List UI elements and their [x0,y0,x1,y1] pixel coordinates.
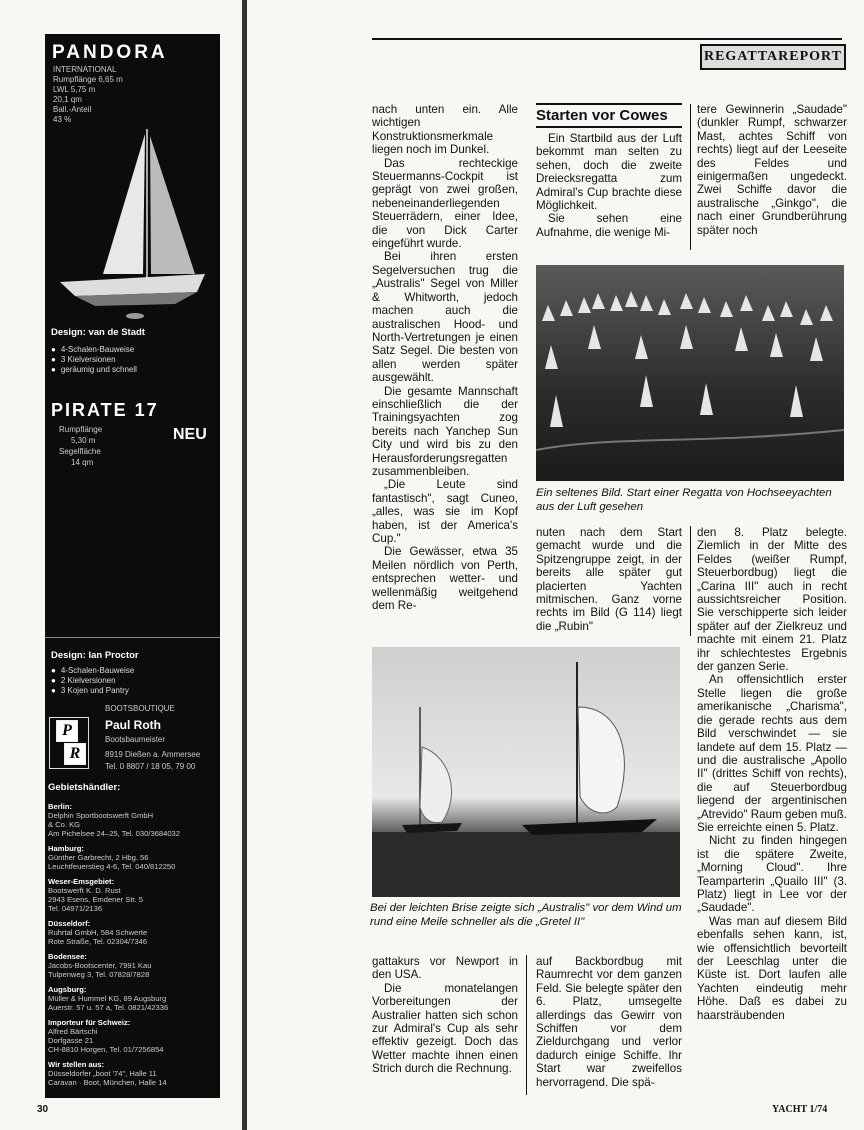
new-badge: NEU [173,426,207,443]
dealer-entry [48,985,218,1012]
paragraph: Die monatelangen Vorbereitungen der Australier hatten sich schon zur Admiral's Cup als sehr effektiv gezeigt. Doch das Wetter machte ihnen einen Strich durch die Rechnung. [372,981,518,1076]
article-column-3-long [697,526,847,1022]
dealer-line: CH-8810 Horgen, Tel. 01/7256854 [48,1045,164,1054]
sail-mark [780,301,793,317]
spec-line: 20,1 qm [53,95,82,104]
sail-mark [810,337,823,361]
paragraph: Die Gewässer, etwa 35 Meilen nördlich von Perth, entsprechen wetter- und wellenmäßig weitgehend dem Re- [372,545,518,613]
logo-letter-p: P [56,720,78,742]
article-column-2-mid [536,526,682,633]
dealers-list [48,802,218,1093]
dealer-entry [48,877,218,913]
dealer-region: Importeur für Schweiz: [48,1018,131,1027]
sail-mark [740,295,753,311]
paragraph: nach unten ein. Alle wichtigen Konstruktionsmerkmale liegen noch im Dunkel. [372,103,518,157]
boutique-phone: Tel. 0 8807 / 18 05, 79 00 [105,762,196,771]
page-number: 30 [37,1104,49,1115]
dealer-line: Alfred Bärtschi [48,1027,98,1036]
pirate-design: Design: Ian Proctor [51,650,139,661]
dealer-line: Jacobs-Bootscenter, 7991 Kau [48,961,152,970]
dealer-line: Leuchtfeuerstieg 4-6, Tel. 040/812250 [48,862,176,871]
spec-line: INTERNATIONAL [53,65,117,74]
article-column-1-top [372,103,518,612]
paragraph: nuten nach dem Start gemacht wurde und die Spitzengruppe zeigt, in der bereits alle später gut placierten Yachten mitmischen. Ganz vorne rechts im Bild (G 114) liegt die „Rubin" [536,526,682,633]
dealer-line: Günther Garbrecht, 2 Hbg. 56 [48,853,149,862]
section-logo: REGATTAREPORT [700,44,846,70]
dealer-line: Caravan · Boot, München, Halle 14 [48,1078,167,1087]
article-column-2-bottom [536,955,682,1089]
sail-mark [640,295,653,311]
pirate-specs [59,424,102,468]
spec-line: LWL 5,75 m [53,85,96,94]
dealer-line: Delphin Sportbootswerft GmbH [48,811,154,820]
advertisement-panel [45,34,220,1098]
dealer-region: Weser-Emsgebiet: [48,877,115,886]
paragraph: den 8. Platz belegte. Ziemlich in der Mitte des Feldes (weißer Rumpf, Steuerbordbug) liegt die „Carina III" auch in recht aussichtsreicher Position. Sie verschipperte sich leider später auf der Zielkreuz und machte mit einem 21. Platz ihr schlechtestes Ergebnis der ganzen Serie. [697,526,847,674]
boutique-address: 8919 Dießen a. Ammersee [105,750,201,759]
dealer-region: Augsburg: [48,985,87,994]
pandora-features [51,345,137,375]
dealer-entry [48,1018,218,1054]
sail-mark [588,325,601,349]
page-gutter [242,0,247,1130]
wake-line [536,430,844,450]
dealer-line: Auerstr. 57 u. 57 a, Tel. 0821/42336 [48,1003,169,1012]
column-rule [526,955,527,1095]
feature-item: ● 4-Schalen-Bauweise [51,666,134,676]
logo-letter-r: R [64,743,86,765]
feature-item: ● 4-Schalen-Bauweise [51,345,137,355]
dealer-entry [48,952,218,979]
pandora-design: Design: van de Stadt [51,327,145,338]
dealers-title: Gebietshändler: [48,782,121,793]
column-rule [690,104,691,250]
sail-mark [592,293,605,309]
paragraph: Sie sehen eine Aufnahme, die wenige Mi- [536,212,682,239]
dealer-line: Tel. 04971/2136 [48,904,103,913]
paragraph: „Die Leute sind fantastisch", sagt Cuneo, „alles, was sie im Kopf haben, ist der America's Cup." [372,478,518,545]
sail-mark [635,335,648,359]
aerial-photo-caption: Ein seltenes Bild. Start einer Regatta von Hochseeyachten aus der Luft gesehen [536,487,832,513]
sail-mark [680,293,693,309]
paragraph: gattakurs vor Newport in den USA. [372,955,518,982]
pirate-title: PIRATE 17 [51,400,159,420]
sails-illustration [536,265,844,481]
sail-mark [762,305,775,321]
sail-mark [610,295,623,311]
paragraph: Ein Startbild aus der Luft bekommt man selten zu sehen, doch die zweite Dreiecksregatta zum Admiral's Cup brachte diese Möglichkeit. [536,132,682,213]
sail-mark [545,345,558,369]
dealer-entry [48,1060,218,1087]
spec-line: Segelfläche [59,447,101,456]
feature-item: ● geräumig und schnell [51,365,137,375]
spec-line: Ball.-Anteil [53,105,92,114]
pirate-features [51,666,134,696]
paragraph: Das rechteckige Steuermanns-Cockpit ist geprägt von zwei großen, nebeneinanderliegenden Steuerrädern, einer Idee, die von Dick Carter eingeführt wurde. [372,156,518,251]
sail-mark [680,325,693,349]
spec-line: Rumpflänge [59,425,103,434]
sail-mark [735,327,748,351]
paragraph: Die gesamte Mannschaft einschließlich die der Trainingsyachten zog bereits nach Yanchep Sun City und wird bis zu den Herausforderungsregatten zusammenbleiben. [372,384,518,478]
sail-mark [700,383,713,415]
sail-mark [578,297,591,313]
sail-mark [542,305,555,321]
sail-mark [790,385,803,417]
dealer-region: Düsseldorf: [48,919,91,928]
dealer-region: Wir stellen aus: [48,1060,105,1069]
aerial-regatta-photo [536,265,844,481]
sail-mark [550,395,563,427]
feature-item: ● 2 Kielversionen [51,676,134,686]
feature-item: ● 3 Kojen und Pantry [51,686,134,696]
pandora-sailboat-image [55,124,215,324]
dealer-line: Dorfgasse 21 [48,1036,94,1045]
article-column-2-top [536,132,682,239]
sail-mark [800,309,813,325]
feature-item: ● 3 Kielversionen [51,355,137,365]
paragraph: Nicht zu finden hingegen ist die spätere Zweite, „Morning Cloud". Ihre Teamparterin „Quailo III" (3. Platz) liegt in Lee vor der „Saudade". [697,834,847,915]
boutique-logo [49,717,89,769]
dealer-entry [48,802,218,838]
sail-mark [698,297,711,313]
dealer-region: Berlin: [48,802,73,811]
header-rule [372,38,842,40]
dealer-line: Düsseldorfer „boot '74", Halle 11 [48,1069,157,1078]
sail-mark [625,291,638,307]
paragraph: Bei ihren ersten Segelversuchen trug die „Australis" Segel von Miller & Whitworth, jedoch machen auch die australischen Hood- und North-Vertretungen je einen Satz Segel. Die besten von allen werden später ausgewählt. [372,250,518,385]
spec-line: 5,30 m [71,436,96,445]
dealer-line: Bootswerft K. D. Rust [48,886,121,895]
dealer-line: Müller & Hummel KG, 89 Augsburg [48,994,167,1003]
race-photo [372,647,680,897]
paragraph: Was man auf diesem Bild ebenfalls sehen kann, ist, wie offensichtlich bevorteilt der Leeschlag unter die Küste ist. Dort laufen alle Yachten eindeutig mehr Höhe. Daß es dabei zu haarsträubenden [697,914,847,1022]
spec-line: 14 qm [71,458,94,467]
pandora-title: PANDORA [52,42,168,63]
dealer-region: Hamburg: [48,844,84,853]
column-rule [690,526,691,636]
boutique-name: Paul Roth [105,718,161,732]
paragraph: An offensichtlich erster Stelle liegen die große amerikanische „Charisma", die gerade rechts aus dem Bild verschwindet — sie landete auf dem 15. Platz — und die australische „Apollo II" (drittes Schiff von rechts), die auf Steuerbordbug liegend der argentinischen „Atrevido" Raum geben muß. Sie erreichte einen 5. Platz. [697,673,847,834]
article-column-3-top [697,103,847,237]
dealer-line: 2943 Esens, Emdener Str. 5 [48,895,143,904]
sail-mark [658,299,671,315]
spec-line: Rumpflänge 6,65 m [53,75,123,84]
sail-mark [820,305,833,321]
magazine-folio: YACHT 1/74 [772,1104,828,1115]
dealer-entry [48,844,218,871]
dealer-entry [48,919,218,946]
sail-mark [770,333,783,357]
article-column-1-bottom [372,955,518,1076]
yachts-illustration [372,647,680,897]
spec-line: 43 % [53,115,72,124]
boutique-label: BOOTSBOUTIQUE [105,704,175,713]
boutique-role: Bootsbaumeister [105,735,166,744]
paragraph: tere Gewinnerin „Saudade" (dunkler Rumpf, schwarzer Mast, achtes Schiff von rechts) liegt auf der Leeseite des Feldes und einigermaßen ungedeckt. Zwei Schiffe davor die australische „Ginkgo", die nach einer Grundberührung später noch [697,103,847,237]
dealer-line: & Co. KG [48,820,81,829]
pandora-specs [53,65,123,125]
sail-mark [640,375,653,407]
article-headline: Starten vor Cowes [536,103,682,128]
dealer-line: Am Pichelsee 24–25, Tel. 030/3684032 [48,829,181,838]
divider [45,637,220,638]
paragraph: auf Backbordbug mit Raumrecht vor dem ganzen Feld. Sie belegte später den 6. Platz, umsegelte allerdings das Gewirr von Schiffen vor dem Zieldurchgang und verlor dadurch einige Schiffe. Ihr Start war zweifellos hervorragend. Die spä- [536,955,682,1089]
dealer-line: Ruhrtal GmbH, 584 Schwerte [48,928,148,937]
dealer-line: Tulpenweg 3, Tel. 07828/7828 [48,970,150,979]
dealer-region: Bodensee: [48,952,87,961]
sail-mark [720,301,733,317]
race-photo-caption: Bei der leichten Brise zeigte sich „Australis" vor dem Wind um rund eine Meile schneller als die „Gretel II" [370,902,682,928]
dealer-line: Rote Straße, Tel. 02304/7346 [48,937,148,946]
sail-mark [560,300,573,316]
